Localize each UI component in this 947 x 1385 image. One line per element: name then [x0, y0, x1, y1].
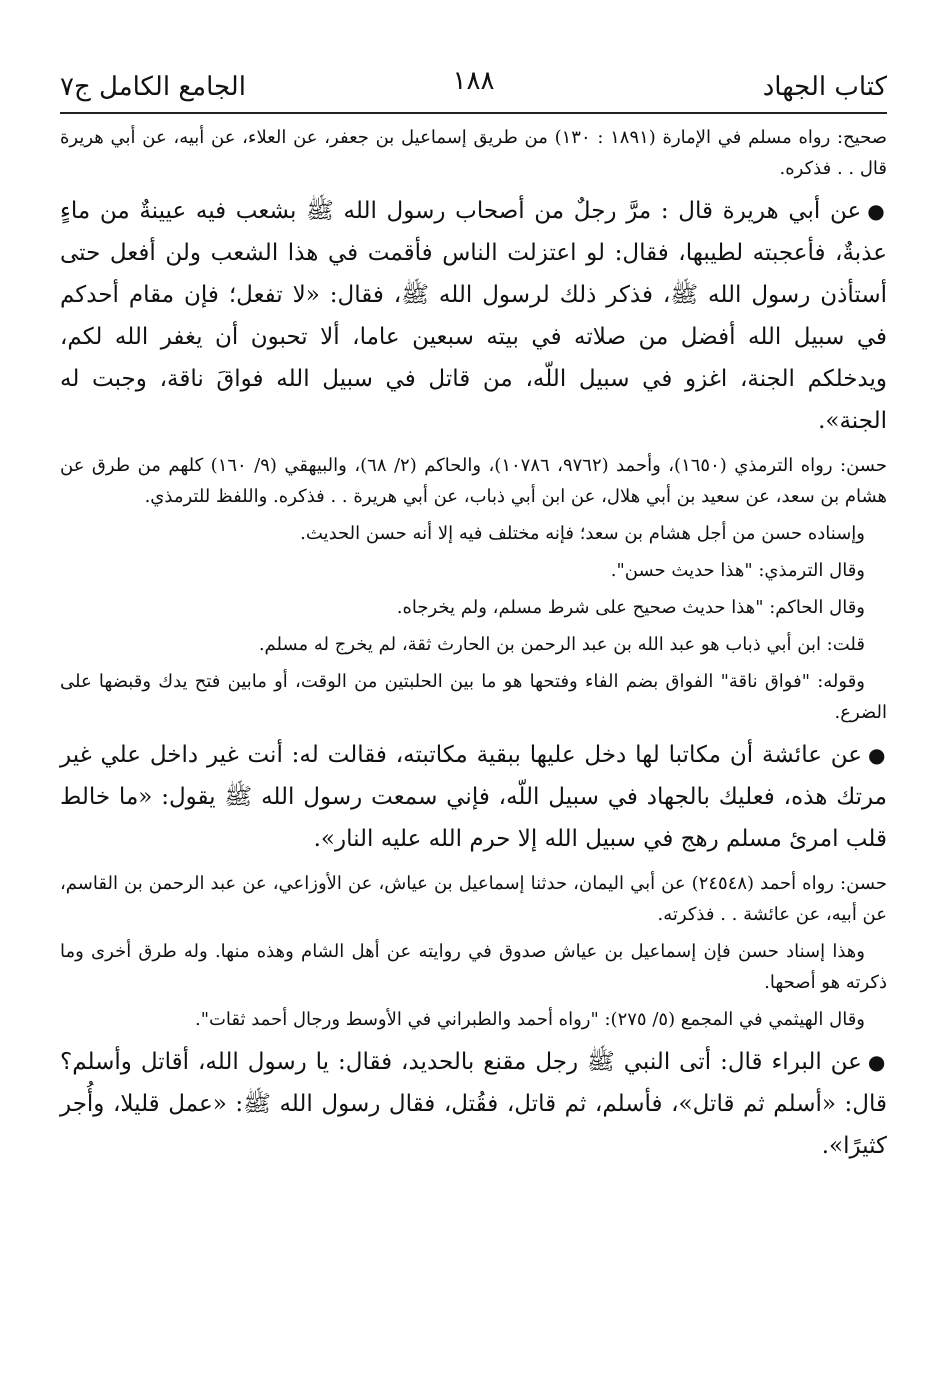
commentary-paragraph: [60, 1004, 887, 1035]
paragraph-text: وإسناده حسن من أجل هشام بن سعد؛ فإنه مختلف فيه إلا أنه حسن الحديث.: [300, 523, 865, 544]
paragraph-text: وقال الترمذي: "هذا حديث حسن".: [610, 560, 865, 581]
commentary-paragraph: [60, 868, 887, 930]
paragraph-text: وقوله: "فواق ناقة" الفواق بضم الفاء وفتحها هو ما بين الحلبتين من الوقت، أو مابين فتح يدك وقبضها على الضرع.: [60, 671, 887, 723]
commentary-paragraph: [60, 555, 887, 586]
paragraph-text: وهذا إسناد حسن فإن إسماعيل بن عياش صدوق في روايته عن أهل الشام وهذه منها. وله طرق أخرى وما ذكرته هو أصحها.: [60, 941, 887, 993]
page-header: [60, 60, 887, 104]
commentary-paragraph: [60, 666, 887, 728]
commentary-paragraph: [60, 629, 887, 660]
paragraph-text: عن البراء قال: أتى النبي ﷺ رجل مقنع بالحديد، فقال: يا رسول الله، أقاتل وأسلم؟ قال: «أسلم ثم قاتل»، فأسلم، ثم قاتل، فقُتل، فقال رسول الله ﷺ: «عمل قليلا، وأُجر كثيرًا».: [60, 1049, 887, 1159]
commentary-paragraph: [60, 450, 887, 512]
header-book-title: كتاب الجهاد: [762, 72, 887, 102]
commentary-paragraph: [60, 592, 887, 623]
hadith-paragraph: [60, 190, 887, 442]
page-number: ١٨٨: [452, 66, 495, 96]
header-volume-title: الجامع الكامل ج٧: [60, 72, 246, 102]
page-body: [60, 122, 887, 1167]
bullet-icon: ●: [867, 1050, 887, 1074]
bullet-icon: ●: [867, 199, 887, 223]
paragraph-text: صحيح: رواه مسلم في الإمارة (١٨٩١ : ١٣٠) من طريق إسماعيل بن جعفر، عن العلاء، عن أبيه، عن أبي هريرة قال . . فذكره.: [60, 127, 887, 179]
hadith-paragraph: [60, 734, 887, 860]
paragraph-text: وقال الهيثمي في المجمع (٥/ ٢٧٥): "رواه أحمد والطبراني في الأوسط ورجال أحمد ثقات".: [194, 1009, 865, 1030]
commentary-paragraph: [60, 122, 887, 184]
commentary-paragraph: [60, 936, 887, 998]
header-rule: [60, 112, 887, 114]
paragraph-text: حسن: رواه الترمذي (١٦٥٠)، وأحمد (٩٧٦٢، ١٠٧٨٦)، والحاكم (٢/ ٦٨)، والبيهقي (٩/ ١٦٠) كلهم من طرق عن هشام بن سعد، عن سعيد بن أبي هلال، عن ابن أبي ذباب، عن أبي هريرة . . فذكره. واللفظ للترمذي.: [60, 455, 887, 507]
paragraph-text: وقال الحاكم: "هذا حديث صحيح على شرط مسلم، ولم يخرجاه.: [396, 597, 865, 618]
commentary-paragraph: [60, 518, 887, 549]
paragraph-text: عن أبي هريرة قال : مرَّ رجلٌ من أصحاب رسول الله ﷺ بشعب فيه عيينةٌ من ماءٍ عذبةٌ، فأعجبته لطيبها، فقال: لو اعتزلت الناس فأقمت في هذا الشعب ولن أفعل حتى أستأذن رسول الله ﷺ، فذكر ذلك لرسول الله ﷺ، فقال: «لا تفعل؛ فإن مقام أحدكم في سبيل الله أفضل من صلاته في بيته سبعين عاما، ألا تحبون أن يغفر الله لكم، ويدخلكم الجنة، اغزو في سبيل اللّه، من قاتل في سبيل الله فواقَ ناقة، وجبت له الجنة».: [60, 198, 887, 434]
bullet-icon: ●: [868, 743, 887, 767]
paragraph-text: حسن: رواه أحمد (٢٤٥٤٨) عن أبي اليمان، حدثنا إسماعيل بن عياش، عن الأوزاعي، عن عبد الرحمن بن القاسم، عن أبيه، عن عائشة . . فذكرته.: [60, 873, 887, 925]
hadith-paragraph: [60, 1041, 887, 1167]
paragraph-text: قلت: ابن أبي ذباب هو عبد الله بن عبد الرحمن بن الحارث ثقة، لم يخرج له مسلم.: [258, 634, 865, 655]
paragraph-text: عن عائشة أن مكاتبا لها دخل عليها ببقية مكاتبته، فقالت له: أنت غير داخل علي غير مرتك هذه، فعليك بالجهاد في سبيل اللّه، فإني سمعت رسول الله ﷺ يقول: «ما خالط قلب امرئ مسلم رهج في سبيل الله إلا حرم الله عليه النار».: [60, 742, 887, 852]
